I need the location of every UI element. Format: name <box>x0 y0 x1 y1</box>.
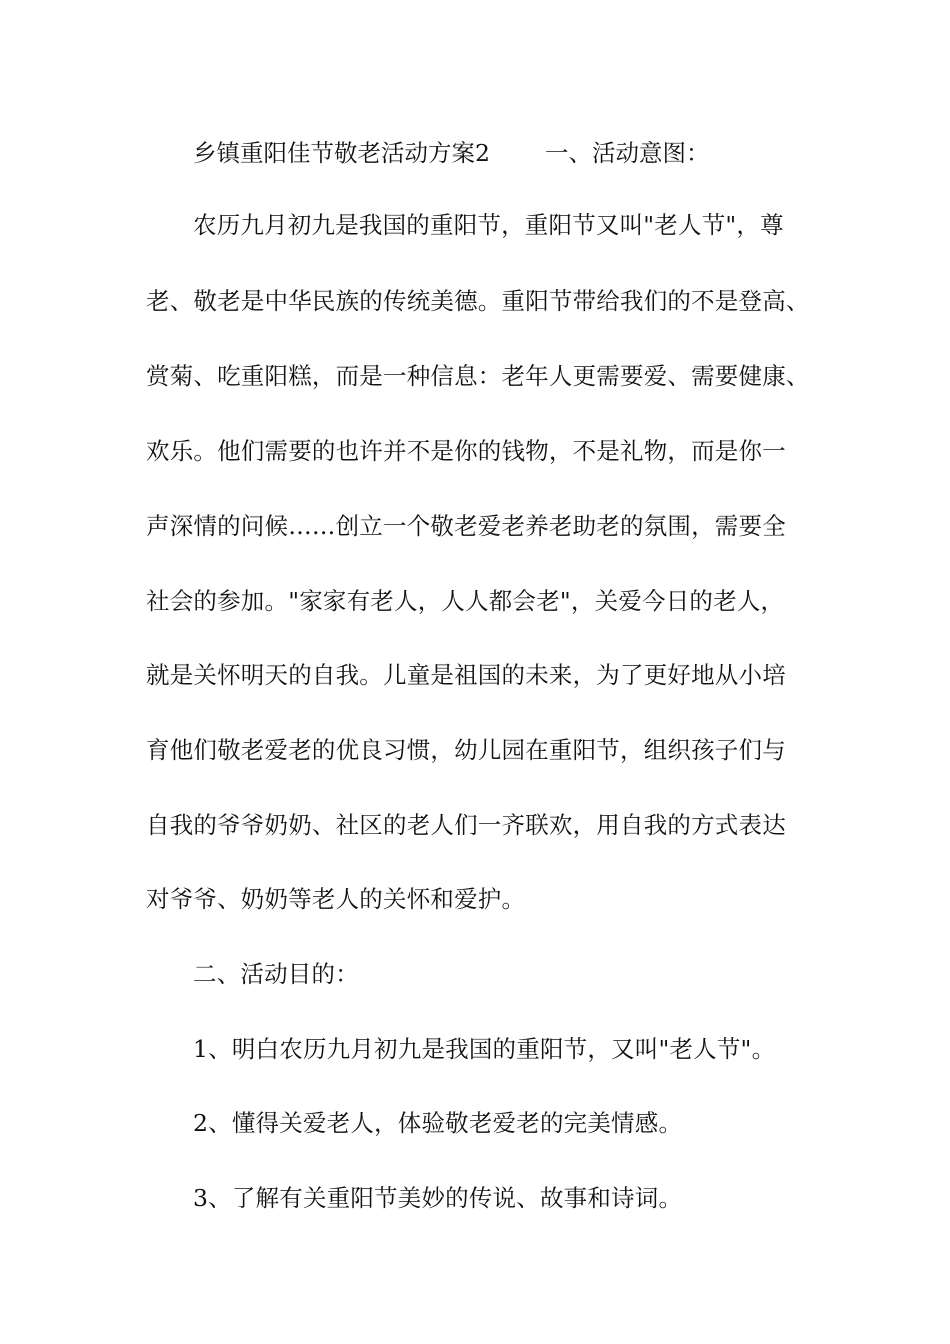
document-title: 乡镇重阳佳节敬老活动方案2 <box>193 139 490 167</box>
goal-item: 3、了解有关重阳节美妙的传说、故事和诗词。 <box>193 1184 683 1212</box>
section-heading-goals: 二、活动目的： <box>193 960 359 988</box>
paragraph-line: 对爷爷、奶奶等老人的关怀和爱护。 <box>146 885 526 913</box>
goal-item: 2、懂得关爱老人，体验敬老爱老的完美情感。 <box>193 1109 683 1137</box>
title-row <box>193 138 843 168</box>
paragraph-line: 农历九月初九是我国的重阳节，重阳节又叫"老人节"，尊 <box>193 211 784 239</box>
paragraph-line: 老、敬老是中华民族的传统美德。重阳节带给我们的不是登高、 <box>146 287 810 315</box>
paragraph-line: 自我的爷爷奶奶、社区的老人们一齐联欢，用自我的方式表达 <box>146 811 786 839</box>
paragraph-line: 欢乐。他们需要的也许并不是你的钱物，不是礼物，而是你一 <box>146 437 786 465</box>
paragraph-line: 赏菊、吃重阳糕，而是一种信息：老年人更需要爱、需要健康、 <box>146 362 810 390</box>
paragraph-line: 育他们敬老爱老的优良习惯，幼儿园在重阳节，组织孩子们与 <box>146 736 786 764</box>
section-heading-purpose: 一、活动意图： <box>545 139 710 167</box>
paragraph-line: 社会的参加。"家家有老人，人人都会老"，关爱今日的老人， <box>146 587 785 615</box>
goal-item: 1、明白农历九月初九是我国的重阳节，又叫"老人节"。 <box>193 1035 776 1063</box>
paragraph-line: 声深情的问候……创立一个敬老爱老养老助老的氛围，需要全 <box>146 512 786 540</box>
paragraph-line: 就是关怀明天的自我。儿童是祖国的未来，为了更好地从小培 <box>146 661 786 689</box>
